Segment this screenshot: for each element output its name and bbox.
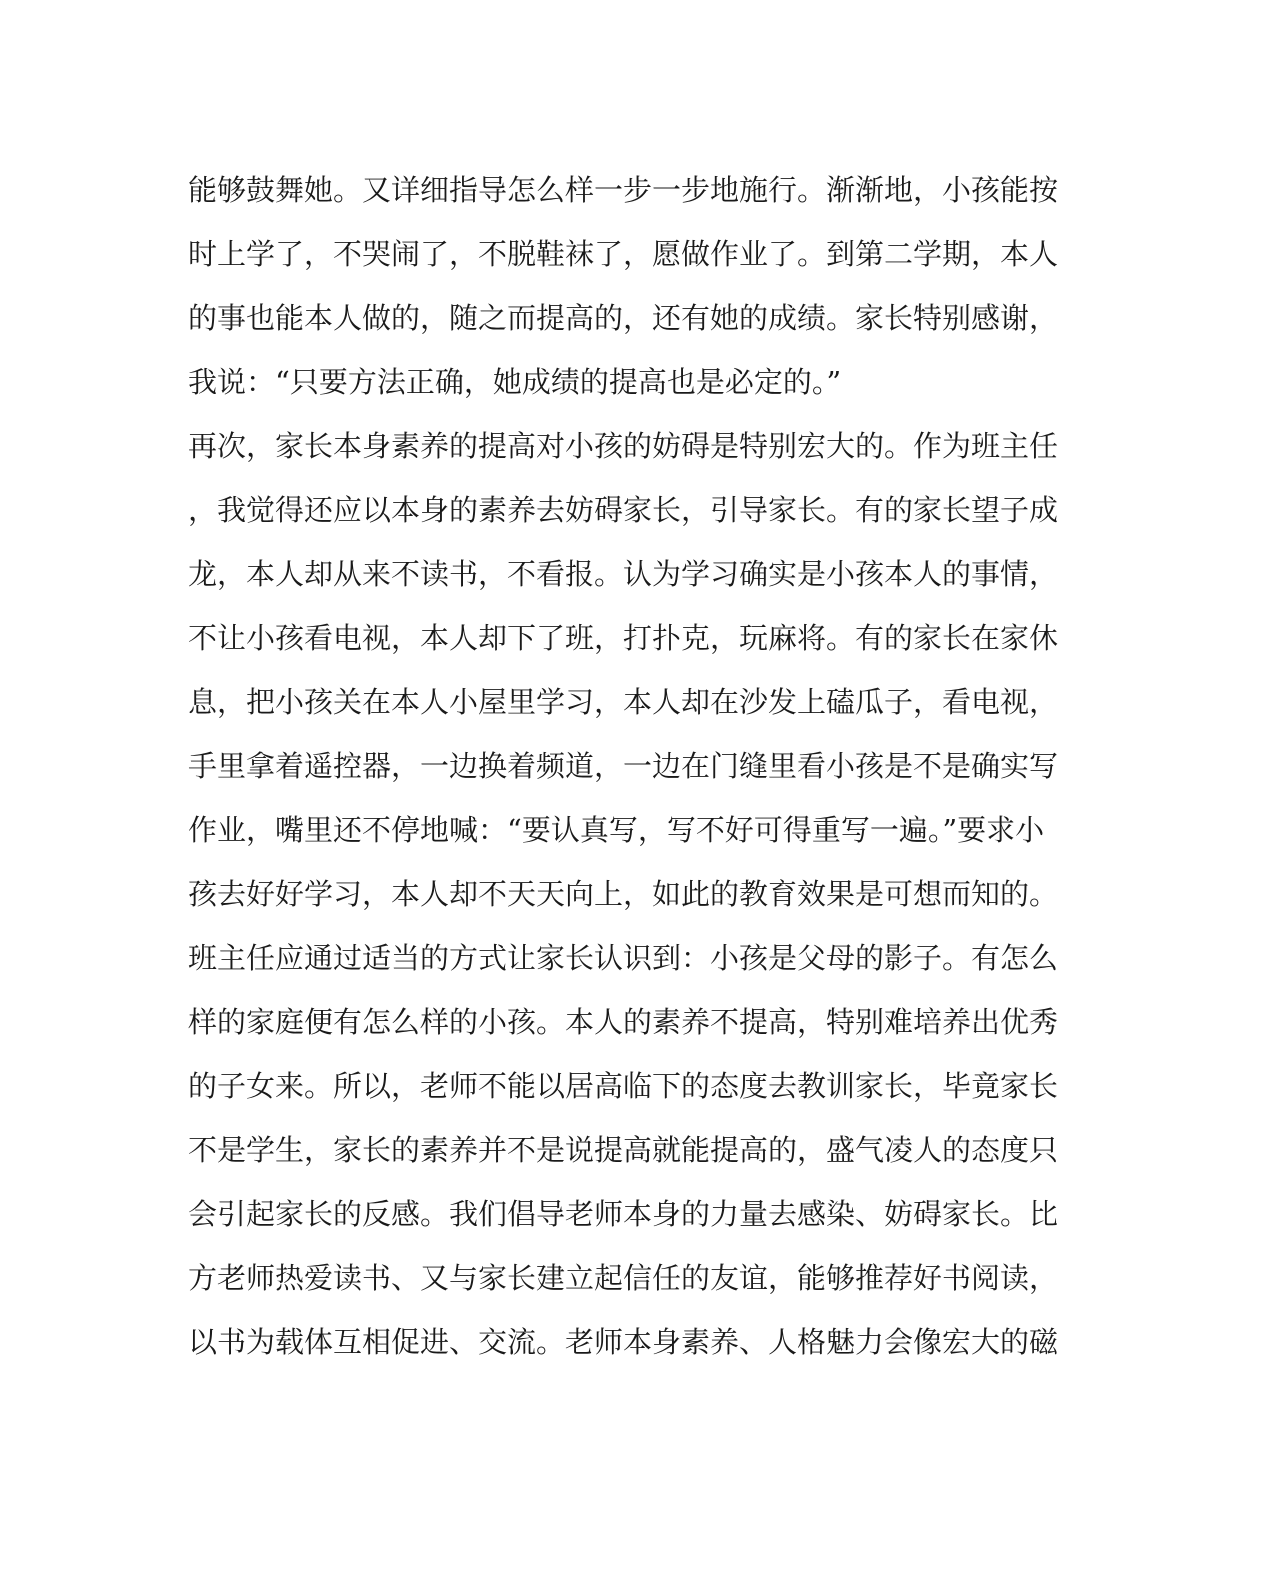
text-line: 方老师热爱读书、又与家长建立起信任的友谊，能够推荐好书阅读， xyxy=(188,1261,1059,1295)
text-line: 不是学生，家长的素养并不是说提高就能提高的，盛气凌人的态度只 xyxy=(188,1133,1059,1167)
text-line: 以书为载体互相促进、交流。老师本身素养、人格魅力会像宏大的磁 xyxy=(188,1325,1059,1359)
text-line: 孩去好好学习，本人却不天天向上，如此的教育效果是可想而知的。 xyxy=(188,877,1059,911)
text-line: 手里拿着遥控器，一边换着频道，一边在门缝里看小孩是不是确实写 xyxy=(188,749,1059,783)
text-line: 时上学了，不哭闹了，不脱鞋袜了，愿做作业了。到第二学期，本人 xyxy=(188,237,1059,271)
text-line: 样的家庭便有怎么样的小孩。本人的素养不提高，特别难培养出优秀 xyxy=(188,1005,1059,1039)
text-line: 再次，家长本身素养的提高对小孩的妨碍是特别宏大的。作为班主任 xyxy=(188,429,1059,463)
text-line: 班主任应通过适当的方式让家长认识到：小孩是父母的影子。有怎么 xyxy=(188,941,1059,975)
body-text xyxy=(188,158,1068,1374)
text-line: 的子女来。所以，老师不能以居高临下的态度去教训家长，毕竟家长 xyxy=(188,1069,1059,1103)
text-line: 会引起家长的反感。我们倡导老师本身的力量去感染、妨碍家长。比 xyxy=(188,1197,1059,1231)
text-line: 的事也能本人做的，随之而提高的，还有她的成绩。家长特别感谢， xyxy=(188,301,1059,335)
text-line: 作业，嘴里还不停地喊：“要认真写，写不好可得重写一遍。”要求小 xyxy=(188,813,1045,847)
text-line: 我说：“只要方法正确，她成绩的提高也是必定的。” xyxy=(188,365,842,399)
text-line: ，我觉得还应以本身的素养去妨碍家长，引导家长。有的家长望子成 xyxy=(188,493,1059,527)
text-line: 不让小孩看电视，本人却下了班，打扑克，玩麻将。有的家长在家休 xyxy=(188,621,1059,655)
text-line: 能够鼓舞她。又详细指导怎么样一步一步地施行。渐渐地，小孩能按 xyxy=(188,173,1059,207)
text-line: 息，把小孩关在本人小屋里学习，本人却在沙发上磕瓜子，看电视， xyxy=(188,685,1059,719)
text-line: 龙，本人却从来不读书，不看报。认为学习确实是小孩本人的事情， xyxy=(188,557,1059,591)
